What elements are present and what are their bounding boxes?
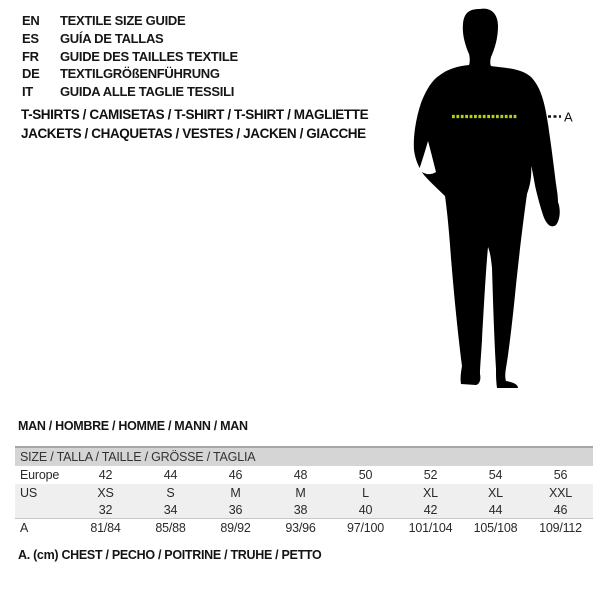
row-label (15, 501, 73, 519)
size-table-header-row (15, 447, 593, 466)
size-cell: 97/100 (333, 519, 398, 538)
size-table-container (15, 446, 593, 537)
size-cell: 52 (423, 468, 438, 482)
size-table-header: SIZE / TALLA / TAILLE / GRÖSSE / TAGLIA (15, 447, 593, 466)
size-cell: XXL (528, 484, 593, 501)
man-figure (390, 0, 600, 400)
size-cell: S (138, 484, 203, 501)
size-cell: 40 (333, 501, 398, 519)
size-cell: 89/92 (203, 519, 268, 538)
size-cell: 81/84 (73, 519, 138, 538)
language-code: DE (22, 66, 40, 82)
language-code: EN (22, 13, 40, 28)
language-title: GUIDE DES TAILLES TEXTILE (60, 48, 238, 64)
size-cell: XL (463, 484, 528, 501)
language-code: IT (22, 84, 33, 100)
size-cell: M (268, 484, 333, 501)
language-title: TEXTILGRÖßENFÜHRUNG (60, 66, 220, 82)
size-cell: 50 (358, 468, 373, 482)
size-cell: 34 (138, 501, 203, 519)
size-cell: XS (73, 484, 138, 501)
size-cell: 38 (268, 501, 333, 519)
language-title: TEXTILE SIZE GUIDE (60, 13, 186, 28)
man-silhouette (414, 9, 560, 388)
size-cell: L (333, 484, 398, 501)
size-cell: 48 (293, 468, 308, 482)
size-cell: 42 (98, 468, 113, 482)
man-silhouette-svg (390, 0, 600, 400)
size-cell: M (203, 484, 268, 501)
size-cell: 46 (528, 501, 593, 519)
measurement-footnote: A. (cm) CHEST / PECHO / POITRINE / TRUHE / PETTO (18, 548, 322, 562)
size-cell: 44 (163, 468, 178, 482)
measure-label-a: A (564, 109, 573, 125)
size-cell: 56 (553, 468, 568, 482)
row-label: US (15, 484, 73, 501)
row-label: Europe (20, 468, 60, 482)
size-cell: 101/104 (398, 519, 463, 538)
size-row-europe (15, 466, 593, 484)
size-cell: 32 (73, 501, 138, 519)
language-title: GUIDA ALLE TAGLIE TESSILI (60, 84, 235, 100)
size-cell: XL (398, 484, 463, 501)
size-cell: 109/112 (528, 519, 593, 538)
language-title: GUÍA DE TALLAS (60, 30, 164, 46)
garment-types (21, 106, 368, 143)
size-cell: 36 (203, 501, 268, 519)
size-row-chest (15, 519, 593, 538)
section-title-man: MAN / HOMBRE / HOMME / MANN / MAN (18, 419, 248, 433)
size-cell: 54 (488, 468, 503, 482)
size-row-us-letters (15, 484, 593, 501)
size-cell: 93/96 (268, 519, 333, 538)
garment-type-line-jackets: JACKETS / CHAQUETAS / VESTES / JACKEN / GIACCHE (21, 125, 366, 141)
size-cell: 46 (228, 468, 243, 482)
size-cell: 42 (398, 501, 463, 519)
language-list (22, 12, 238, 101)
size-cell: 85/88 (138, 519, 203, 538)
size-table (15, 446, 593, 537)
language-code: ES (22, 30, 39, 46)
row-label: A (15, 519, 73, 538)
size-cell: 105/108 (463, 519, 528, 538)
language-code: FR (22, 48, 39, 64)
size-row-us-numbers (15, 501, 593, 519)
size-cell: 44 (463, 501, 528, 519)
garment-type-line-tshirts: T-SHIRTS / CAMISETAS / T-SHIRT / T-SHIRT / MAGLIETTE (21, 107, 369, 122)
